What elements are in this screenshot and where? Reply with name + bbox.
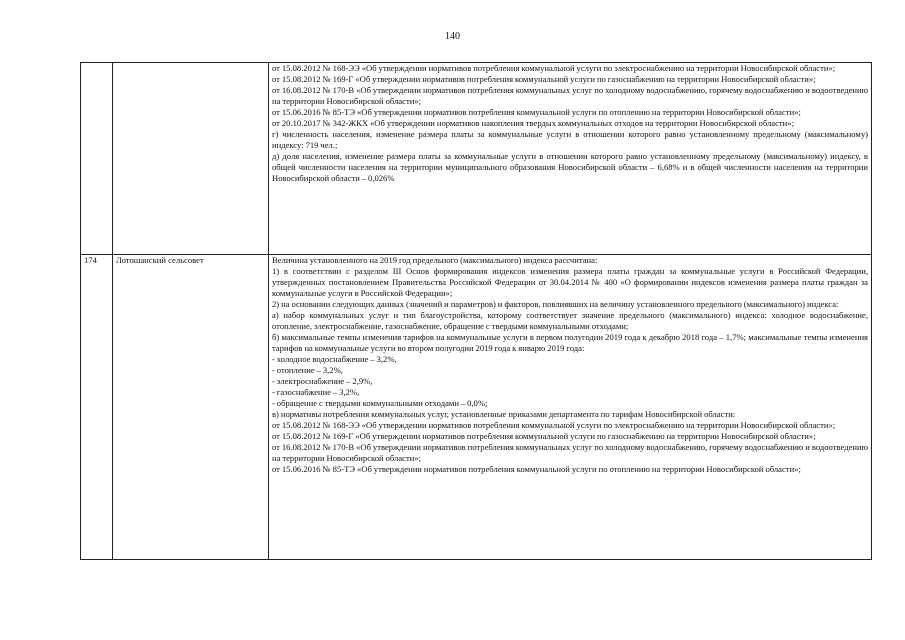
municipality-name — [113, 63, 269, 255]
paragraph: а) набор коммунальных услуг и тип благоустройства, которому соответствует значение предельного (максимального) индекса: холодное водоснабжение, отопление, электроснабжение, газоснабжение, обращение с твердыми коммунальными отходами; — [272, 310, 868, 331]
list-item: - электроснабжение – 2,9%, — [272, 376, 373, 386]
paragraph: от 15.08.2012 № 169-Г «Об утверждении нормативов потребления коммунальной услуги по газоснабжению на территории Новосибирской области»; — [272, 74, 816, 84]
paragraph: Величина установленного на 2019 год предельного (максимального) индекса рассчитана: — [272, 255, 598, 265]
paragraph: 1) в соответствии с разделом III Основ формирования индексов изменения размера платы граждан за коммунальные услуги в Российской Федерации, утвержденных постановлением Правительства Российской Федерации от 30.04.2014 № 400 «О формировании индексов изменения размера платы граждан за коммунальные услуги в Российской Федерации»; — [272, 266, 868, 298]
paragraph: 2) на основании следующих данных (значений и параметров) и факторов, повлиявших на величину установленного предельного (максимального) индекса: — [272, 299, 839, 309]
table-row — [81, 63, 872, 255]
list-item: - отопление – 3,2%, — [272, 365, 343, 375]
row-number — [81, 63, 113, 255]
index-description — [269, 255, 872, 560]
index-table — [80, 62, 872, 560]
page-number: 140 — [445, 31, 460, 42]
list-item: - газоснабжение – 3,2%, — [272, 387, 360, 397]
paragraph: от 15.08.2012 № 168-ЭЭ «Об утверждении нормативов потребления коммунальной услуги по электроснабжению на территории Новосибирской области»; — [272, 63, 836, 73]
index-description — [269, 63, 872, 255]
paragraph: от 16.08.2012 № 170-В «Об утверждении нормативов потребления коммунальных услуг по холодному водоснабжению, горячему водоснабжению и водоотведению на территории Новосибирской области»; — [272, 442, 868, 463]
paragraph: от 15.08.2012 № 169-Г «Об утверждении нормативов потребления коммунальной услуги по газоснабжению на территории Новосибирской области»; — [272, 431, 816, 441]
paragraph: от 20.10.2017 № 342-ЖКХ «Об утверждении нормативов накопления твердых коммунальных отходов на территории Новосибирской области»; — [272, 118, 794, 128]
list-item: - обращение с твердыми коммунальными отходами – 0,0%; — [272, 398, 488, 408]
paragraph: от 15.06.2016 № 85-ТЭ «Об утверждении нормативов потребления коммунальной услуги по отоплению на территории Новосибирской области»; — [272, 464, 801, 474]
paragraph: б) максимальные темпы изменения тарифов на коммунальные услуги в первом полугодии 2019 года к декабрю 2018 года – 1,7%; максимальные темпы изменения тарифов на коммунальные услуги во втором полугодии 2019 года к январю 2019 года: — [272, 332, 868, 353]
paragraph: в) нормативы потребления коммунальных услуг, установленные приказами департамента по тарифам Новосибирской области: — [272, 409, 736, 419]
municipality-name: Лотошанский сельсовет — [113, 255, 269, 560]
paragraph: от 15.08.2012 № 168-ЭЭ «Об утверждении нормативов потребления коммунальной услуги по электроснабжению на территории Новосибирской области»; — [272, 420, 836, 430]
paragraph: г) численность населения, изменение размера платы за коммунальные услуги в отношении которого равно установленному предельному (максимальному) индексу: 719 чел.; — [272, 129, 868, 150]
paragraph: д) доля населения, изменение размера платы за коммунальные услуги в отношении которого равно установленному предельному (максимальному) индексу, в общей численности населения на территории муниципального образования Новосибирской области – 6,68% и в общей численности населения на территории Новосибирской области – 0,026% — [272, 151, 868, 183]
row-number: 174 — [81, 255, 113, 560]
paragraph: от 15.06.2016 № 85-ТЭ «Об утверждении нормативов потребления коммунальной услуги по отоплению на территории Новосибирской области»; — [272, 107, 801, 117]
list-item: - холодное водоснабжение – 3,2%, — [272, 354, 397, 364]
paragraph: от 16.08.2012 № 170-В «Об утверждении нормативов потребления коммунальных услуг по холодному водоснабжению, горячему водоснабжению и водоотведению на территории Новосибирской области»; — [272, 85, 868, 106]
table-row — [81, 255, 872, 560]
